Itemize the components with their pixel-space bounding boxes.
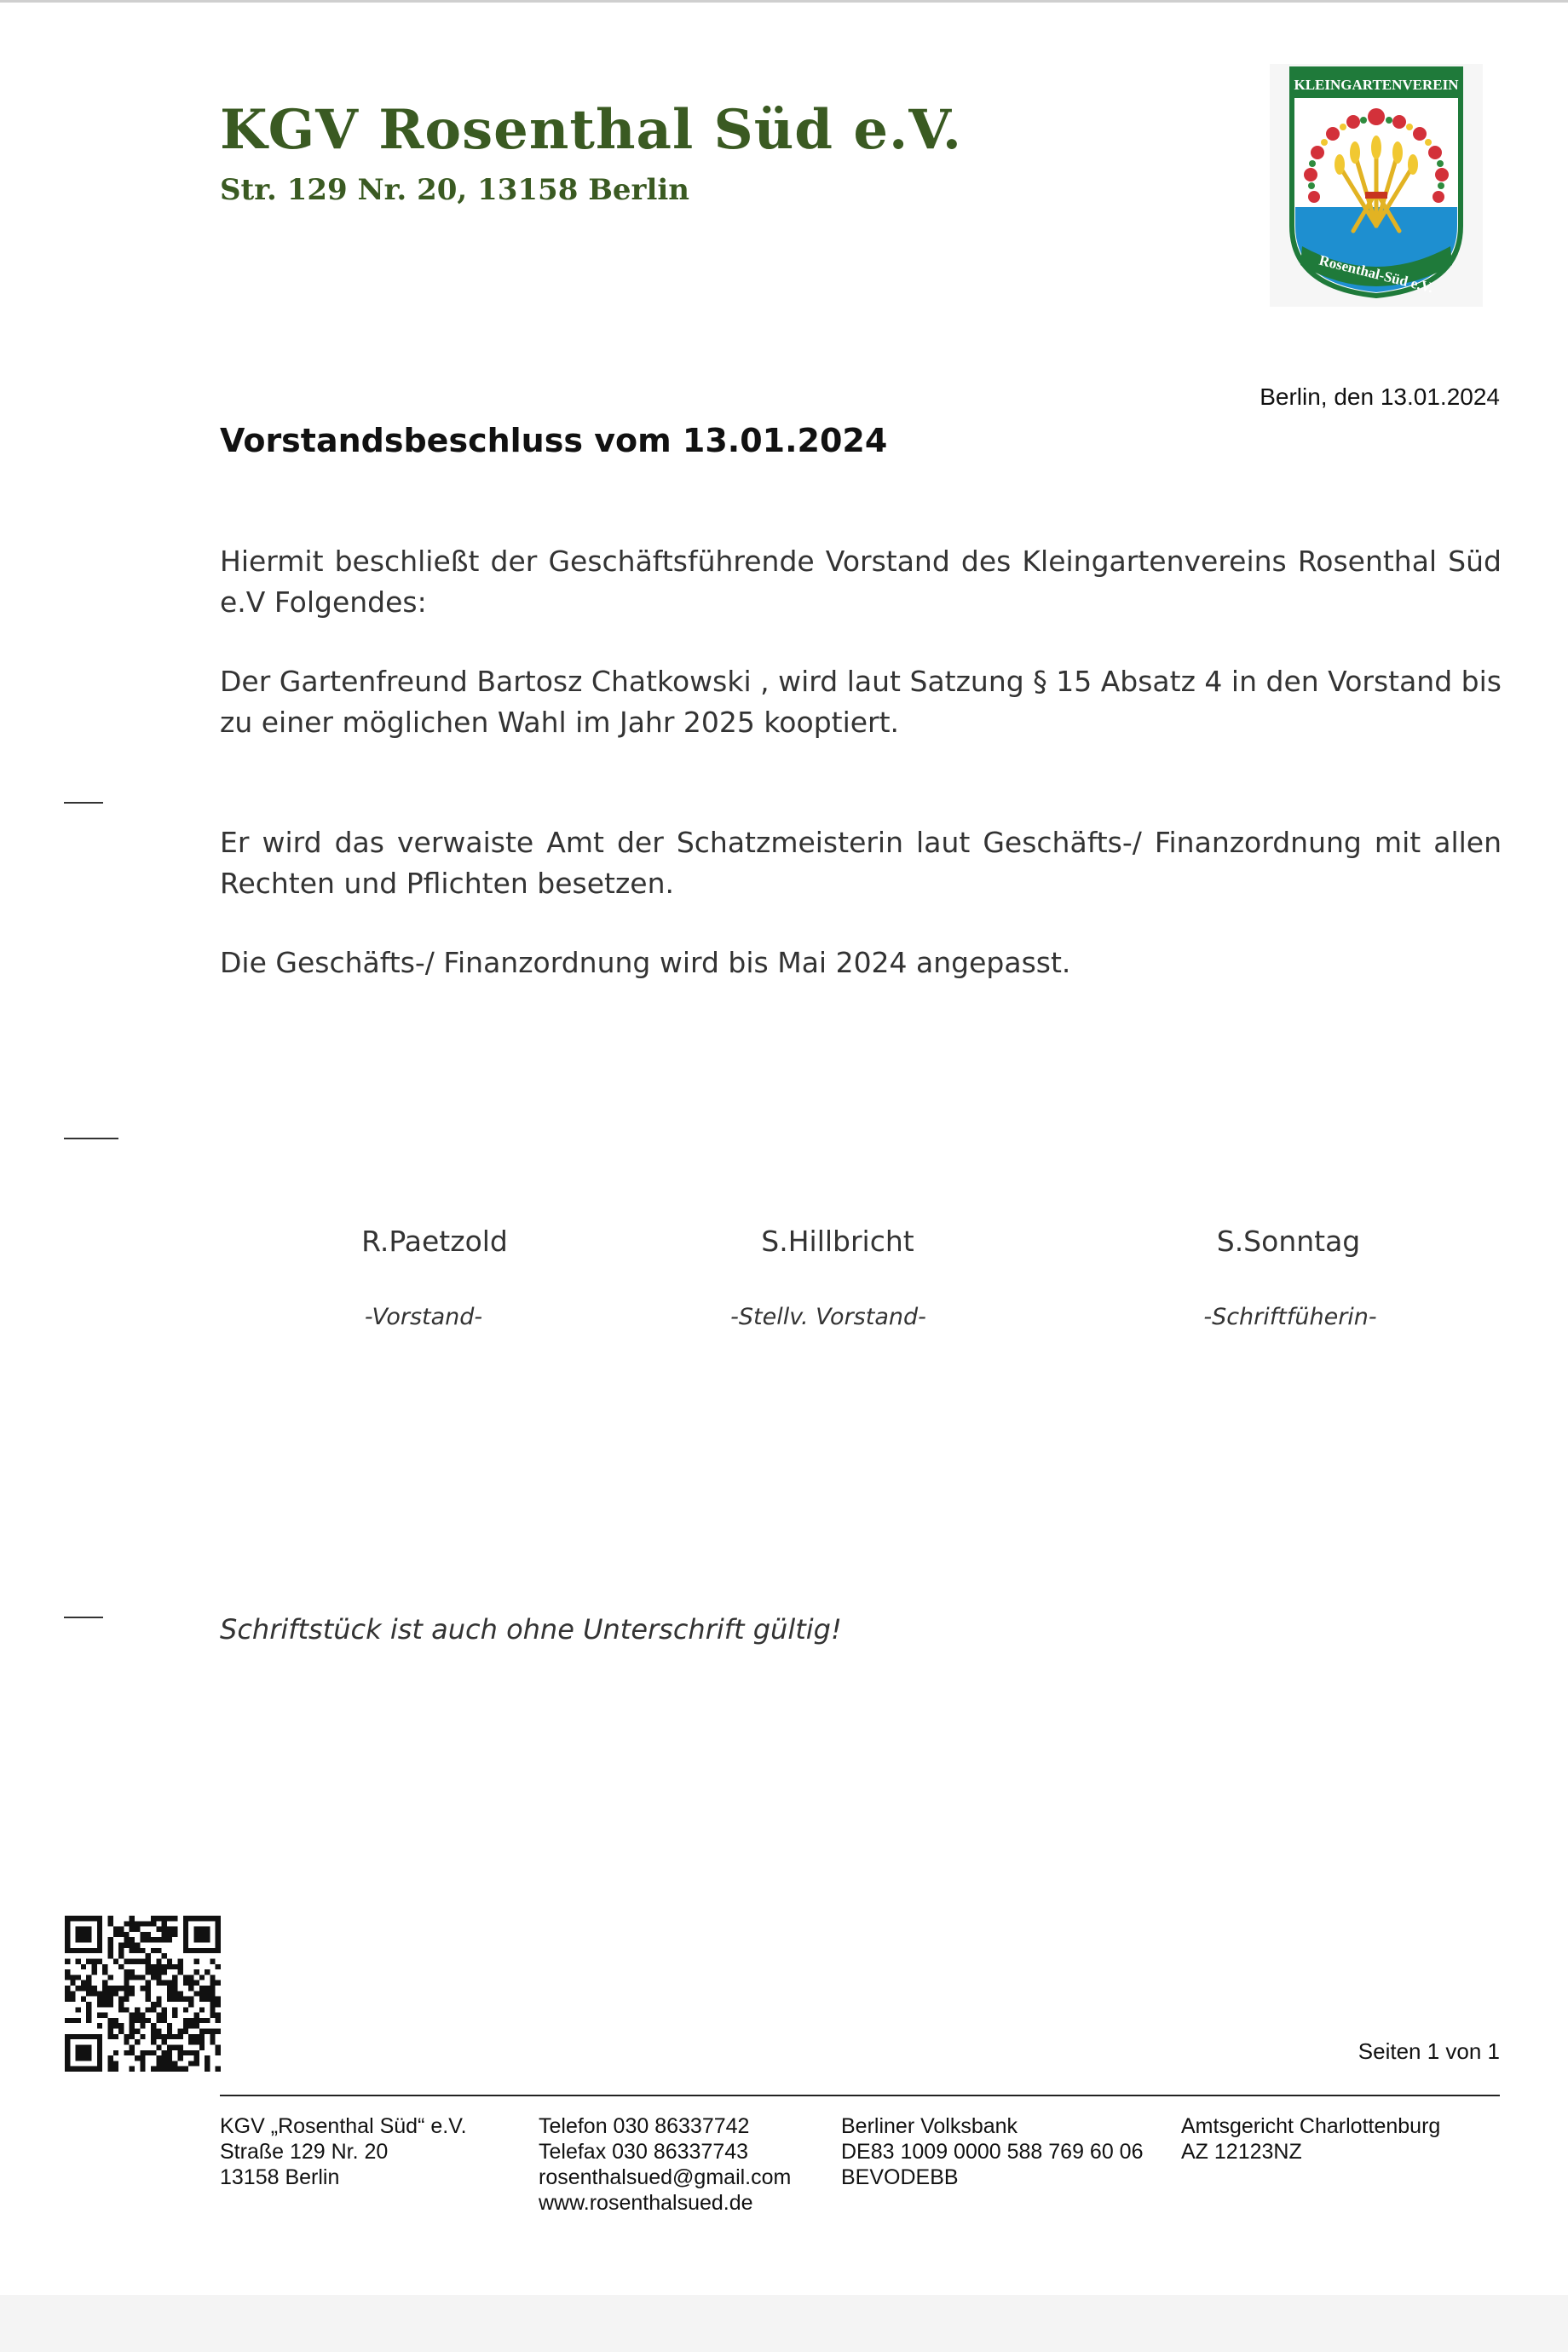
document-title: Vorstandsbeschluss vom 13.01.2024 (220, 422, 888, 459)
qr-code-graphic (65, 1916, 221, 2072)
punch-mark (64, 1138, 118, 1139)
paragraph-cooptation: Der Gartenfreund Bartosz Chatkowski , wird laut Satzung § 15 Absatz 4 in den Vorstand bis zu einer möglichen Wahl im Jahr 2025 kooptiert. (220, 665, 1502, 739)
footer-court (1181, 2113, 1440, 2165)
association-name: KGV Rosenthal Süd e.V. (220, 98, 963, 162)
paragraph-regulations: Die Geschäfts-/ Finanzordnung wird bis Mai 2024 angepasst. (220, 946, 1071, 979)
footer-line: DE83 1009 0000 588 769 60 06 (841, 2140, 1144, 2164)
footer-address (220, 2113, 467, 2190)
signatory-role: -Vorstand- (364, 1304, 483, 1330)
footer-divider (220, 2095, 1500, 2096)
footer-email[interactable]: rosenthalsued@gmail.com (539, 2165, 792, 2189)
logo-bottom-text: Rosenthal-Süd e.V. (1317, 251, 1435, 297)
signatory-role: -Schriftfüherin- (1203, 1304, 1377, 1330)
signatory-name: R.Paetzold (361, 1225, 508, 1258)
footer-line: 13158 Berlin (220, 2165, 340, 2189)
fold-mark (64, 1617, 103, 1618)
logo-top-text: KLEINGARTENVEREIN (1294, 77, 1459, 93)
association-address: Str. 129 Nr. 20, 13158 Berlin (220, 173, 690, 207)
page-count: Seiten 1 von 1 (1358, 2038, 1500, 2064)
footer-contact (539, 2113, 791, 2216)
footer-line: Amtsgericht Charlottenburg (1181, 2114, 1441, 2138)
footer-line: Telefon 030 86337742 (539, 2114, 750, 2138)
association-logo (1270, 64, 1483, 307)
paragraph-intro: Hiermit beschließt der Geschäftsführende Vorstand des Kleingartenvereins Rosenthal Süd e.V Folgendes: (220, 545, 1502, 619)
footer-line: AZ 12123NZ (1181, 2140, 1302, 2164)
footer-line: BEVODEBB (841, 2165, 959, 2189)
footer-line: Telefax 030 86337743 (539, 2140, 749, 2164)
footer-bank (841, 2113, 1143, 2190)
footer-line: Straße 129 Nr. 20 (220, 2140, 389, 2164)
document-date: Berlin, den 13.01.2024 (1260, 383, 1500, 410)
fold-mark (64, 802, 103, 804)
footer-line: Berliner Volksbank (841, 2114, 1018, 2138)
paragraph-treasurer: Er wird das verwaiste Amt der Schatzmeisterin laut Geschäfts-/ Finanzordnung mit allen Rechten und Pflichten besetzen. (220, 826, 1502, 900)
logo-emblem (1270, 64, 1483, 307)
footer-website[interactable]: www.rosenthalsued.de (539, 2191, 753, 2215)
signatory-role: -Stellv. Vorstand- (730, 1304, 926, 1330)
footer-line: KGV „Rosenthal Süd“ e.V. (220, 2114, 467, 2138)
qr-code (65, 1916, 221, 2072)
validity-note: Schriftstück ist auch ohne Unterschrift gültig! (220, 1613, 842, 1646)
signatory-name: S.Hillbricht (761, 1225, 914, 1258)
signatory-name: S.Sonntag (1216, 1225, 1361, 1258)
